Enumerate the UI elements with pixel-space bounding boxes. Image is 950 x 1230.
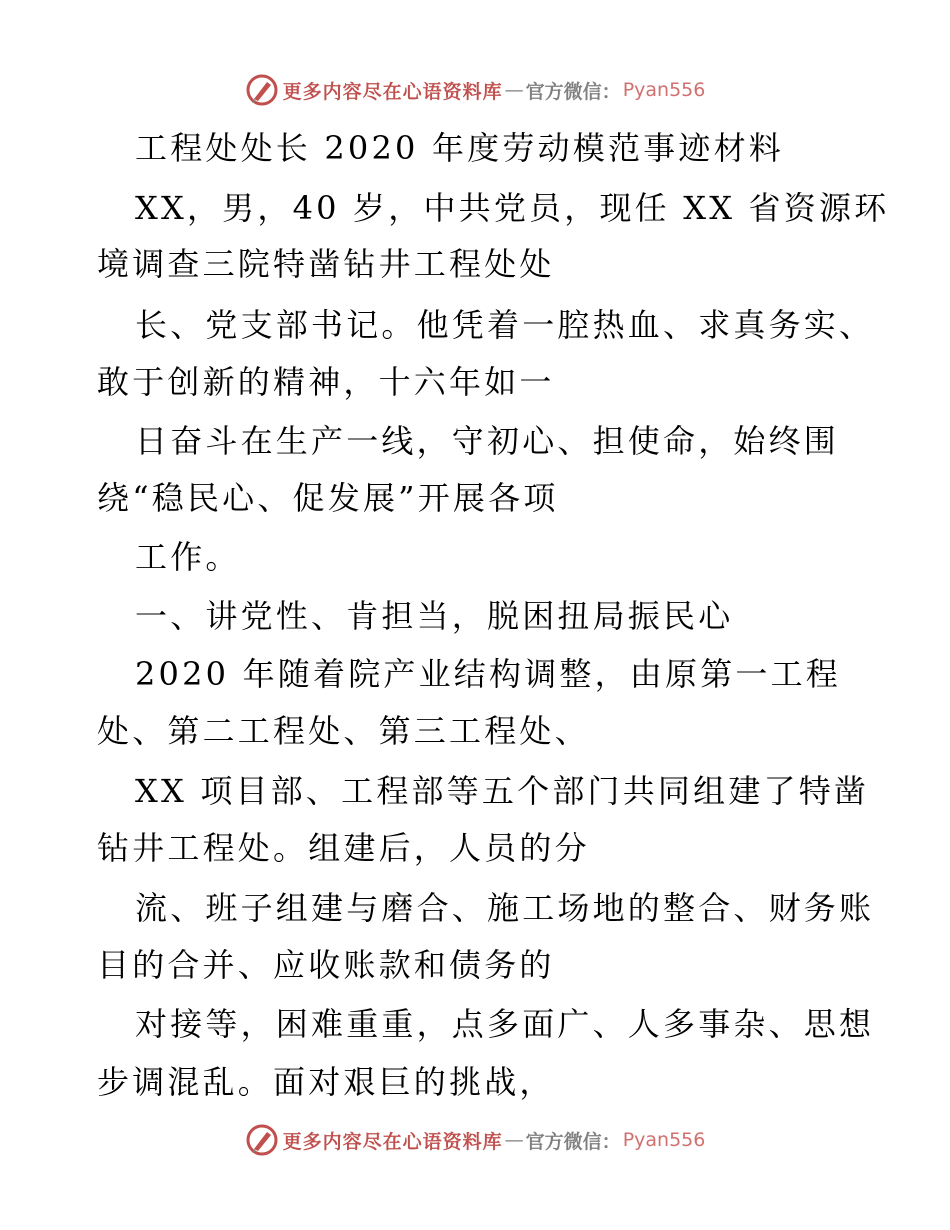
text-line: 对接等，困难重重，点多面广、人多事杂、思想 [135, 1005, 875, 1043]
text-line: 敢于创新的精神，十六年如一 [97, 363, 555, 401]
watermark-official: 官方微信： [525, 80, 621, 103]
section-heading: 一、讲党性、肯担当，脱困扭局振民心 [135, 597, 734, 635]
document-title: 工程处处长 2020 年度劳动模范事迹材料 [135, 129, 784, 167]
text-line: 2020 年随着院产业结构调整，由原第一工程 [135, 655, 842, 693]
text-line: 长、党支部书记。他凭着一腔热血、求真务实、 [135, 306, 875, 344]
watermark-id: Pyan556 [622, 1129, 706, 1151]
pen-circle-icon [245, 73, 279, 107]
text-line: 步调混乱。面对艰巨的挑战， [97, 1063, 555, 1101]
watermark-text: 更多内容尽在心语资料库 [282, 1130, 503, 1153]
text-line: 境调查三院特凿钻井工程处处 [97, 245, 555, 283]
header-watermark [0, 70, 950, 110]
text-line: 绕“稳民心、促发展”开展各项 [97, 479, 559, 517]
text-line: 钻井工程处。组建后，人员的分 [97, 829, 590, 867]
text-line: 流、班子组建与磨合、施工场地的整合、财务账 [135, 889, 875, 927]
watermark-id: Pyan556 [622, 79, 706, 101]
text-line: 目的合并、应收账款和债务的 [97, 946, 555, 984]
watermark-separator: — [504, 79, 524, 101]
text-line: XX 项目部、工程部等五个部门共同组建了特凿 [135, 772, 870, 810]
watermark-official: 官方微信： [525, 1130, 621, 1153]
watermark-text: 更多内容尽在心语资料库 [282, 80, 503, 103]
text-line: XX，男，40 岁，中共党员，现任 XX 省资源环 [135, 189, 890, 227]
text-line: 日奋斗在生产一线，守初心、担使命，始终围 [135, 422, 840, 460]
pen-circle-icon [245, 1123, 279, 1157]
footer-watermark [0, 1120, 950, 1160]
watermark-separator: — [504, 1129, 524, 1151]
text-line: 工作。 [135, 538, 241, 576]
text-line: 处、第二工程处、第三工程处、 [97, 712, 590, 750]
